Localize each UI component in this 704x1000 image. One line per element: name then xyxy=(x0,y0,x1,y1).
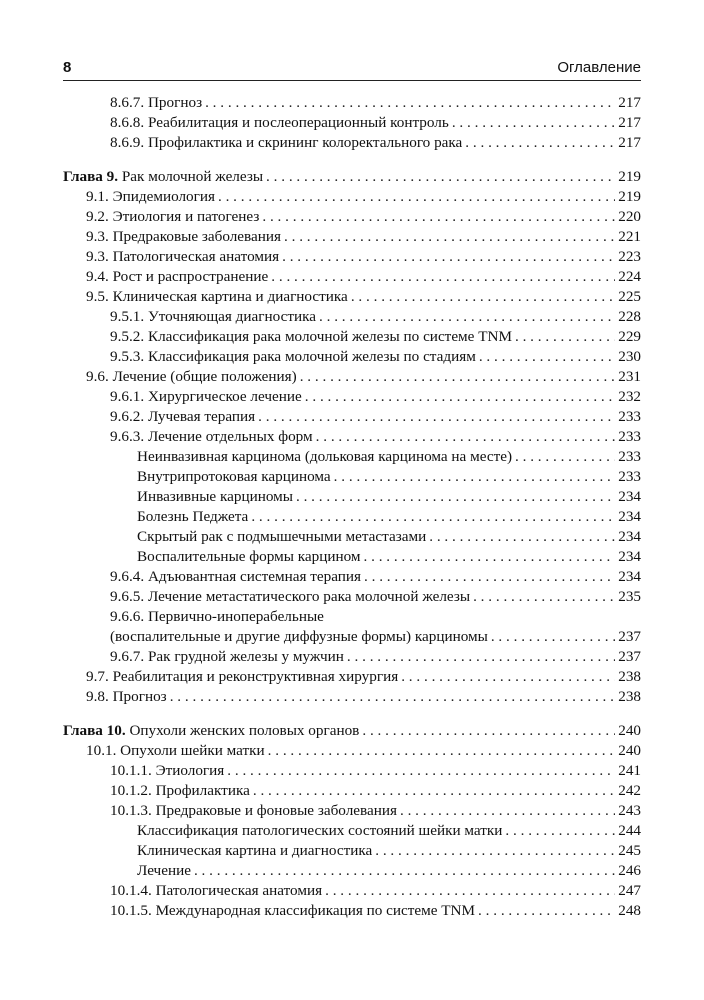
toc-entry-label: 9.6.7. Рак грудной железы у мужчин xyxy=(110,648,344,665)
toc-entry-label xyxy=(63,167,263,187)
toc-entry[interactable] xyxy=(63,287,641,307)
toc-entry[interactable] xyxy=(63,327,641,347)
toc-entry-label: Классификация патологических состояний шейки матки xyxy=(137,822,503,839)
dot-leader xyxy=(452,113,615,133)
dot-leader xyxy=(478,901,615,921)
toc-page-number: 231 xyxy=(618,368,641,385)
toc-page-number: 243 xyxy=(618,802,641,819)
toc-entry[interactable] xyxy=(63,881,641,901)
dot-leader xyxy=(258,407,615,427)
toc-entry[interactable] xyxy=(63,761,641,781)
toc-entry-label: 9.5. Клиническая картина и диагностика xyxy=(86,288,348,305)
toc-entry[interactable] xyxy=(63,527,641,547)
toc-entry[interactable] xyxy=(63,247,641,267)
dot-leader xyxy=(515,447,615,467)
toc-page-number: 246 xyxy=(618,862,641,879)
toc-entry[interactable] xyxy=(63,447,641,467)
dot-leader xyxy=(515,327,615,347)
toc-entry[interactable] xyxy=(63,387,641,407)
toc-entry[interactable] xyxy=(63,567,641,587)
toc-entry-label: 9.7. Реабилитация и реконструктивная хирургия xyxy=(86,668,399,685)
toc-entry[interactable] xyxy=(63,133,641,153)
toc-page-number: 240 xyxy=(618,742,641,759)
toc-entry-label: 9.5.1. Уточняющая диагностика xyxy=(110,308,316,325)
toc-page-number: 237 xyxy=(618,628,641,645)
dot-leader xyxy=(316,427,616,447)
toc-page-number: 247 xyxy=(618,882,641,899)
toc-entry[interactable] xyxy=(63,901,641,921)
toc-entry[interactable] xyxy=(63,547,641,567)
toc-page-number: 234 xyxy=(618,548,641,565)
toc-page-number: 234 xyxy=(618,508,641,525)
toc-entry-label: 10.1. Опухоли шейки матки xyxy=(86,742,265,759)
toc-page-number: 229 xyxy=(618,328,641,345)
toc-entry-label: 9.6.2. Лучевая терапия xyxy=(110,408,256,425)
toc-entry[interactable] xyxy=(63,307,641,327)
running-title: Оглавление xyxy=(557,59,641,76)
toc-chapter-entry[interactable] xyxy=(63,721,641,741)
dot-leader xyxy=(170,687,616,707)
chapter-title: Опухоли женских половых органов xyxy=(129,722,360,739)
dot-leader xyxy=(491,627,615,647)
toc-entry-label xyxy=(63,721,359,741)
toc-chapter-entry[interactable] xyxy=(63,167,641,187)
toc-page-number: 223 xyxy=(618,248,641,265)
dot-leader xyxy=(205,93,615,113)
toc-page-number: 228 xyxy=(618,308,641,325)
toc-entry-label: 9.4. Рост и распространение xyxy=(86,268,269,285)
dot-leader xyxy=(227,761,615,781)
dot-leader xyxy=(266,167,615,187)
toc-page-number: 238 xyxy=(618,688,641,705)
toc-entry[interactable] xyxy=(63,781,641,801)
toc-entry[interactable] xyxy=(63,627,641,647)
toc-entry[interactable] xyxy=(63,821,641,841)
dot-leader xyxy=(300,367,616,387)
toc-entry[interactable] xyxy=(63,861,641,881)
toc-page-number: 233 xyxy=(618,428,641,445)
toc-page-number: 219 xyxy=(618,188,641,205)
toc-entry[interactable] xyxy=(63,587,641,607)
toc-page-number: 232 xyxy=(618,388,641,405)
toc-entry-label: 9.6.5. Лечение метастатического рака молочной железы xyxy=(110,588,471,605)
toc-entry-label: (воспалительные и другие диффузные формы) карциномы xyxy=(110,628,488,645)
toc-entry-label: 10.1.5. Международная классификация по системе TNM xyxy=(110,902,476,919)
toc-entry-label: Клиническая картина и диагностика xyxy=(137,842,373,859)
dot-leader xyxy=(194,861,615,881)
toc-page-number: 245 xyxy=(618,842,641,859)
toc-entry[interactable] xyxy=(63,407,641,427)
dot-leader xyxy=(347,647,615,667)
toc-page-number: 217 xyxy=(618,134,641,151)
toc-page-number: 237 xyxy=(618,648,641,665)
toc-page-number: 235 xyxy=(618,588,641,605)
toc-entry-label: 10.1.3. Предраковые и фоновые заболевания xyxy=(110,802,397,819)
toc-entry-label: 9.6.3. Лечение отдельных форм xyxy=(110,428,313,445)
toc-entry[interactable] xyxy=(63,187,641,207)
toc-entry-label: Неинвазивная карцинома (дольковая карцинома на месте) xyxy=(137,448,513,465)
chapter-number: Глава 9. xyxy=(63,168,119,185)
toc-entry[interactable] xyxy=(63,267,641,287)
toc-entry-label: 8.6.7. Прогноз xyxy=(110,94,203,111)
chapter-title: Рак молочной железы xyxy=(121,168,264,185)
page-number: 8 xyxy=(63,59,72,76)
toc-entry[interactable] xyxy=(63,687,641,707)
toc-entry-label: 9.5.2. Классификация рака молочной железы по системе TNM xyxy=(110,328,512,345)
toc-entry[interactable] xyxy=(63,427,641,447)
toc-entry[interactable] xyxy=(63,93,641,113)
toc-page-number: 233 xyxy=(618,468,641,485)
page-header xyxy=(63,58,641,81)
toc-entry[interactable] xyxy=(63,841,641,861)
toc-entry-label: Скрытый рак с подмышечными метастазами xyxy=(137,528,427,545)
dot-leader xyxy=(362,721,615,741)
dot-leader xyxy=(305,387,615,407)
toc-page-number: 248 xyxy=(618,902,641,919)
toc-page-number: 221 xyxy=(618,228,641,245)
toc-page-number: 234 xyxy=(618,528,641,545)
toc-entry[interactable] xyxy=(63,801,641,821)
toc-entry[interactable] xyxy=(63,227,641,247)
toc-entry-label: 9.5.3. Классификация рака молочной железы по стадиям xyxy=(110,348,476,365)
dot-leader xyxy=(364,567,615,587)
dot-leader xyxy=(364,547,616,567)
toc-entry-label: 9.1. Эпидемиология xyxy=(86,188,215,205)
toc-entry[interactable] xyxy=(63,607,641,627)
toc-entry[interactable] xyxy=(63,207,641,227)
toc-entry-label: 9.3. Предраковые заболевания xyxy=(86,228,281,245)
toc-page-number: 224 xyxy=(618,268,641,285)
toc-entry-label: 9.8. Прогноз xyxy=(86,688,167,705)
dot-leader xyxy=(251,507,615,527)
toc-entry[interactable] xyxy=(63,507,641,527)
toc-entry-label: 9.3. Патологическая анатомия xyxy=(86,248,280,265)
toc-entry-label: 8.6.8. Реабилитация и послеоперационный контроль xyxy=(110,114,449,131)
toc-page-number: 217 xyxy=(618,114,641,131)
dot-leader xyxy=(479,347,615,367)
dot-leader xyxy=(319,307,615,327)
toc-page-number: 230 xyxy=(618,348,641,365)
dot-leader xyxy=(334,467,616,487)
toc-entry-label: 9.2. Этиология и патогенез xyxy=(86,208,260,225)
toc-entry-label: 8.6.9. Профилактика и скрининг колоректального рака xyxy=(110,134,463,151)
toc-entry[interactable] xyxy=(63,367,641,387)
toc-entry[interactable] xyxy=(63,487,641,507)
toc-page-number: 233 xyxy=(618,408,641,425)
dot-leader xyxy=(473,587,615,607)
toc-entry-label: 9.6.1. Хирургическое лечение xyxy=(110,388,302,405)
dot-leader xyxy=(429,527,615,547)
toc-entry[interactable] xyxy=(63,647,641,667)
toc-entry-label: Внутрипротоковая карцинома xyxy=(137,468,331,485)
toc-entry[interactable] xyxy=(63,467,641,487)
toc-page-number: 233 xyxy=(618,448,641,465)
toc-entry-label: 10.1.1. Этиология xyxy=(110,762,225,779)
toc-page-number: 217 xyxy=(618,94,641,111)
table-of-contents xyxy=(63,93,641,921)
dot-leader xyxy=(218,187,615,207)
dot-leader xyxy=(271,267,615,287)
dot-leader xyxy=(296,487,615,507)
toc-entry-label: Инвазивные карциномы xyxy=(137,488,293,505)
toc-entry[interactable] xyxy=(63,741,641,761)
toc-page-number: 225 xyxy=(618,288,641,305)
dot-leader xyxy=(465,133,615,153)
toc-entry-label: 10.1.2. Профилактика xyxy=(110,782,250,799)
toc-page-number: 234 xyxy=(618,488,641,505)
dot-leader xyxy=(262,207,615,227)
toc-page-number: 244 xyxy=(618,822,641,839)
chapter-number: Глава 10. xyxy=(63,722,126,739)
dot-leader xyxy=(401,667,615,687)
toc-entry-label: Воспалительные формы карцином xyxy=(137,548,361,565)
dot-leader xyxy=(253,781,615,801)
dot-leader xyxy=(351,287,615,307)
toc-page-number: 234 xyxy=(618,568,641,585)
toc-entry[interactable] xyxy=(63,347,641,367)
toc-page-number: 219 xyxy=(618,168,641,185)
dot-leader xyxy=(375,841,615,861)
toc-entry-label: 9.6.4. Адъювантная системная терапия xyxy=(110,568,361,585)
toc-entry-label: 10.1.4. Патологическая анатомия xyxy=(110,882,323,899)
toc-page-number: 238 xyxy=(618,668,641,685)
dot-leader xyxy=(325,881,615,901)
dot-leader xyxy=(505,821,615,841)
toc-page-number: 240 xyxy=(618,722,641,739)
dot-leader xyxy=(282,247,615,267)
toc-entry-label: Лечение xyxy=(137,862,191,879)
dot-leader xyxy=(268,741,616,761)
toc-page-number: 242 xyxy=(618,782,641,799)
toc-entry[interactable] xyxy=(63,113,641,133)
toc-page-number: 241 xyxy=(618,762,641,779)
toc-entry-label: Болезнь Педжета xyxy=(137,508,249,525)
dot-leader xyxy=(400,801,615,821)
toc-entry-label: 9.6. Лечение (общие положения) xyxy=(86,368,297,385)
toc-entry[interactable] xyxy=(63,667,641,687)
toc-page-number: 220 xyxy=(618,208,641,225)
dot-leader xyxy=(284,227,615,247)
toc-entry-label: 9.6.6. Первично-иноперабельные xyxy=(110,608,324,625)
